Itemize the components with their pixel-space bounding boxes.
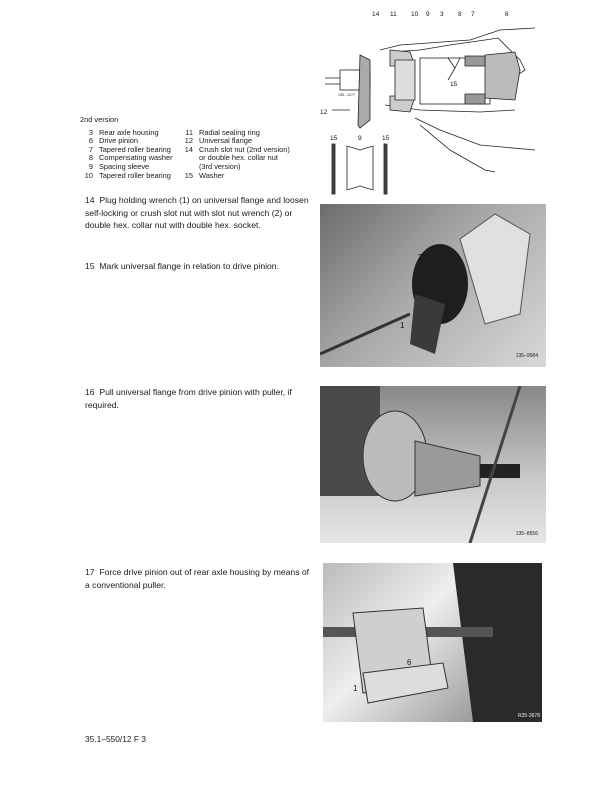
- part-9: 9: [358, 135, 362, 142]
- callout-11: 11: [390, 11, 397, 18]
- diagram-small-label: 135 - 12??: [338, 93, 355, 97]
- text-label: Tapered roller bearing: [99, 144, 171, 154]
- text-label: Plug holding wrench (1) on universal flange and loosen self-locking or crush slot nut with slot nut wrench (2) or double hex. collar nut with double hex. socket.: [85, 195, 309, 231]
- text-label: Radial sealing ring: [199, 127, 260, 137]
- text-label: 16: [85, 387, 95, 397]
- callout-7: 7: [471, 11, 475, 18]
- text-label: 10: [84, 170, 93, 180]
- text-label: 1: [353, 684, 358, 693]
- step-17: [85, 566, 315, 591]
- callout-14: 14: [372, 11, 380, 18]
- text-label: Spacing sleeve: [99, 161, 150, 171]
- text-label: 12: [184, 136, 193, 146]
- text-label: Tapered roller bearing: [99, 170, 171, 180]
- text-label: 15: [184, 170, 193, 180]
- text-label: Pull universal flange from drive pinion with puller, if required.: [85, 387, 292, 410]
- callout-15-inner: 15: [450, 81, 458, 88]
- text-label: Force drive pinion out of rear axle housing by means of a conventional puller.: [85, 567, 310, 590]
- callout-12: 12: [320, 109, 328, 116]
- photo-pinion-puller: [323, 563, 542, 722]
- page-footer: 35.1–550/12 F 3: [85, 734, 147, 744]
- legend-item: [180, 172, 290, 181]
- text-label: or double hex. collar nut: [199, 153, 278, 163]
- text-label: 15: [85, 261, 95, 271]
- text-label: [180, 154, 193, 163]
- parts-legend: [80, 116, 290, 180]
- part-15-right: 15: [382, 135, 390, 142]
- text-label: (3rd version): [199, 161, 241, 171]
- photo-caption: 135–8556: [515, 531, 538, 537]
- text-label: 6: [88, 136, 93, 146]
- legend-item: [180, 163, 290, 172]
- text-label: Compensating washer: [99, 153, 173, 163]
- callout-6: 6: [505, 11, 509, 18]
- text-label: 11: [185, 127, 193, 137]
- pinion-cross-section-diagram: [320, 0, 540, 200]
- step-15: [85, 260, 315, 273]
- text-label: Crush slot nut (2nd version): [199, 144, 290, 154]
- legend-item: [80, 172, 180, 181]
- text-label: Universal flange: [199, 136, 252, 146]
- legend-title: 2nd version: [80, 115, 119, 124]
- text-label: 14: [184, 144, 193, 154]
- callout-9: 9: [426, 11, 430, 18]
- photo-holding-wrench: [320, 204, 546, 367]
- text-label: 17: [85, 567, 95, 577]
- text-label: 8: [88, 153, 93, 163]
- text-label: Drive pinion: [99, 136, 139, 146]
- text-label: 9: [88, 161, 93, 171]
- text-label: 6: [407, 658, 412, 667]
- text-label: Rear axle housing: [99, 127, 159, 137]
- part-15-left: 15: [330, 135, 338, 142]
- callout-8: 8: [458, 11, 462, 18]
- text-label: 2: [418, 253, 423, 262]
- photo-flange-puller: [320, 386, 546, 543]
- callout-10: 10: [411, 11, 419, 18]
- step-16: [85, 386, 320, 411]
- text-label: 14: [85, 195, 95, 205]
- text-label: 7: [88, 144, 93, 154]
- text-label: Mark universal flange in relation to drive pinion.: [99, 261, 279, 271]
- text-label: 1: [400, 321, 405, 330]
- step-14: [85, 194, 315, 232]
- callout-3: 3: [440, 11, 444, 18]
- photo-caption: R35-3678: [518, 713, 540, 719]
- photo-caption: 135–9584: [515, 353, 538, 359]
- text-label: Washer: [199, 170, 225, 180]
- text-label: 3: [88, 127, 93, 137]
